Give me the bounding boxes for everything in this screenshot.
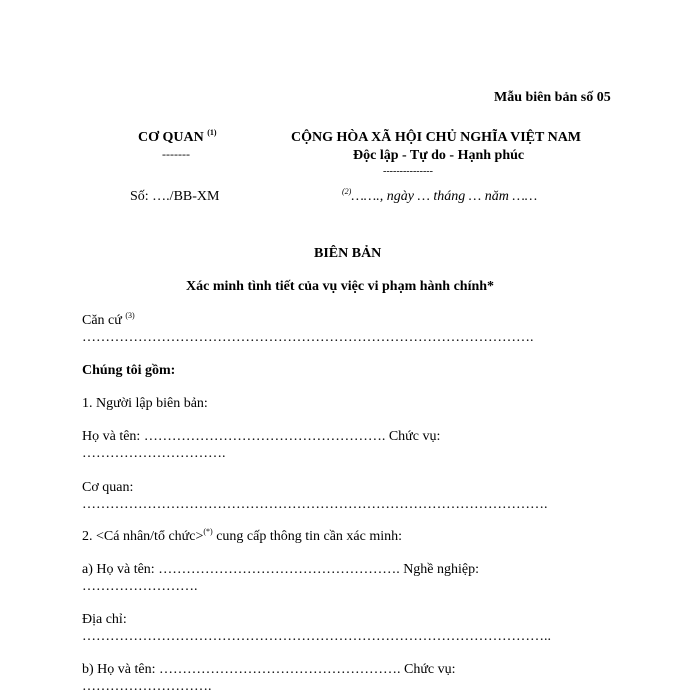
document-subtitle: Xác minh tình tiết của vụ việc vi phạm hành chính*	[186, 279, 495, 294]
agency-dashes: -------	[162, 147, 190, 161]
section2-heading-pre: 2. <Cá nhân/tổ chức>	[82, 529, 204, 544]
agency-name: CƠ QUAN	[138, 130, 204, 145]
national-motto: Độc lập - Tự do - Hạnh phúc	[353, 148, 525, 163]
place-date-text: ……., ngày … tháng … năm ……	[351, 189, 538, 204]
section2-heading-post: cung cấp thông tin cần xác minh:	[212, 529, 403, 544]
document-title: BIÊN BẢN	[314, 246, 382, 261]
place-date-note: (2)	[342, 187, 352, 196]
section2-a-line-cont: …………………….	[82, 579, 198, 594]
members-heading: Chúng tôi gồm:	[82, 363, 176, 378]
section2-b-line-cont: ……………………….	[82, 679, 212, 694]
section1-agency-label: Cơ quan:	[82, 480, 134, 495]
section2-heading-note: (*)	[203, 527, 213, 536]
basis-label	[82, 313, 135, 329]
section1-name-line-cont: ………………………….	[82, 446, 226, 461]
agency-note: (1)	[207, 128, 217, 137]
basis-text: Căn cứ	[82, 313, 122, 328]
national-underline: ---------------	[383, 166, 433, 177]
section2-b-line: b) Họ và tên: ……………………………………………. Chức vụ:	[82, 662, 456, 677]
national-title: CỘNG HÒA XÃ HỘI CHỦ NGHĨA VIỆT NAM	[291, 130, 582, 145]
section2-heading	[82, 529, 402, 545]
section2-a-line: a) Họ và tên: ……………………………………………. Nghề nghiệp:	[82, 562, 480, 577]
section2-address-dots: ………………………………………………………………………………………..	[82, 629, 551, 644]
section1-name-line: Họ và tên: ……………………………………………. Chức vụ:	[82, 429, 441, 444]
form-code: Mẫu biên bản số 05	[494, 90, 611, 105]
basis-dots: …………………………………………………………………………………….	[82, 330, 534, 345]
section1-agency-dots: ……………………………………………………………………………………….	[82, 497, 548, 512]
agency-label	[138, 130, 217, 146]
section1-heading: 1. Người lập biên bản:	[82, 396, 208, 411]
basis-note: (3)	[125, 311, 135, 320]
section2-address-label: Địa chỉ:	[82, 612, 127, 627]
place-date	[342, 189, 537, 205]
document-number: Số: …./BB-XM	[130, 189, 220, 204]
